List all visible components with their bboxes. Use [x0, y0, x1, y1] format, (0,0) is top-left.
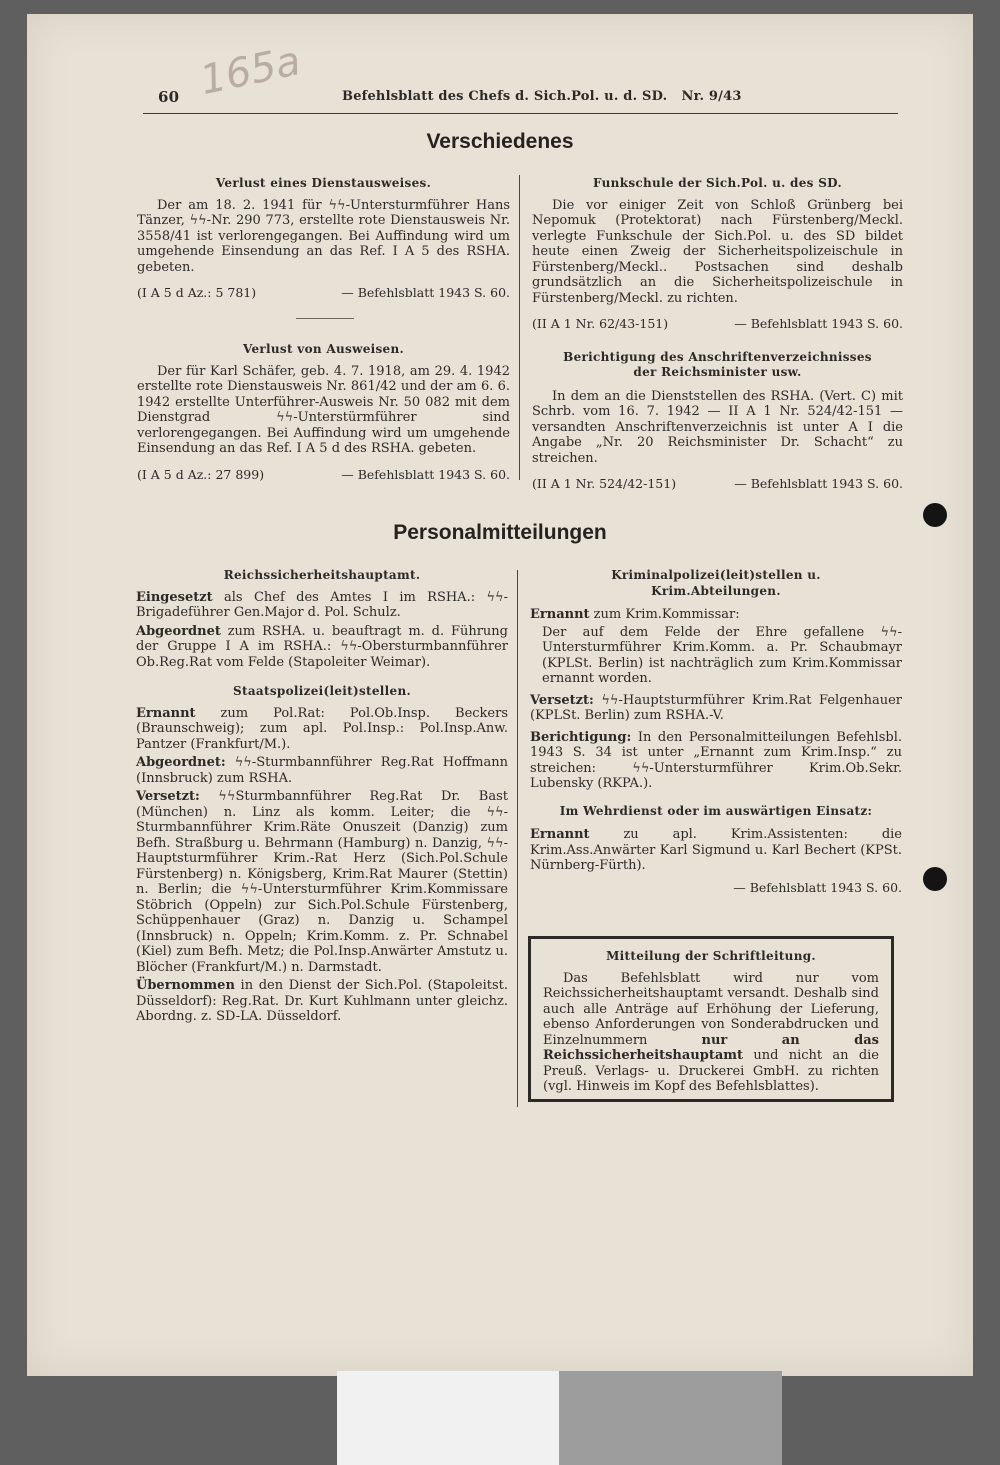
verschiedenes-right-column: [532, 176, 903, 492]
handwritten-page-note: 165a: [196, 38, 305, 104]
subsection-heading: Im Wehrdienst oder im auswärtigen Einsatz:: [559, 803, 873, 818]
entry-ernannt: Der auf dem Felde der Ehre gefallene ϟϟ-Untersturmführer Krim.Komm. a. Pr. Schaubmayr (KPLSt. Berlin) ist nachträglich zum Krim.Kommissar ernannt worden.: [542, 624, 902, 686]
entry-label: Eingesetzt: [136, 589, 213, 605]
agency-heading: Staatspolizei(leit)stellen.: [233, 684, 411, 698]
notice-heading: Funkschule der Sich.Pol. u. des SD.: [593, 176, 842, 190]
verschiedenes-left-column-2: [137, 342, 510, 482]
entry-text: ϟϟ-Hauptsturmführer Krim.Rat Felgenhauer (KPLSt. Berlin) zum RSHA.-V.: [530, 692, 902, 723]
notice-body: Der für Karl Schäfer, geb. 4. 7. 1918, am 29. 4. 1942 erstellte rote Dienstausweis Nr. 861/42 und der am 6. 6. 1942 erstellte Unterführer-Ausweis Nr. 50 082 mit dem Dienstgrad ϟϟ-Unterstürmführer sind verlorengegangen. Bei Auffindung wird um umgehende Einsendung an das Ref. I A 5 d des RSHA. gebeten.: [137, 363, 510, 456]
entry-label: Abgeordnet:: [136, 755, 226, 770]
reference-source: — Befehlsblatt 1943 S. 60.: [734, 316, 903, 331]
entry-label: Abgeordnet: [136, 623, 221, 639]
entry-abgeordnet: [136, 624, 508, 671]
punch-hole: [923, 867, 947, 891]
entry-text: ϟϟ-Sturmbannführer Reg.Rat Hoffmann (Innsbruck) zum RSHA.: [136, 755, 508, 786]
entry-text: zum RSHA. u. beauftragt m. d. Führung der Gruppe I A im RSHA.: ϟϟ-Obersturmbannführer Ob.Reg.Rat vom Felde (Stapoleiter Weimar).: [136, 623, 508, 670]
punch-hole: [923, 503, 947, 527]
entry-abgeordnet-2: [136, 755, 508, 786]
notice-box-title: Mitteilung der Schriftleitung.: [606, 949, 816, 963]
entry-text: zum Pol.Rat: Pol.Ob.Insp. Beckers (Braunschweig); zum apl. Pol.Insp.: Pol.Insp.Anw. Pantzer (Frankfurt/M.).: [136, 705, 508, 752]
notice-heading: Verlust von Ausweisen.: [242, 342, 404, 356]
column-divider: [519, 175, 520, 480]
notice-reference: [137, 285, 510, 301]
entry-versetzt: [136, 789, 508, 975]
entry-label: Ernannt: [530, 607, 590, 622]
verschiedenes-left-column: [137, 176, 510, 301]
notice-box-body: [543, 971, 879, 1095]
entry-label: Ernannt: [136, 705, 196, 721]
entry-ernannt-intro: [530, 607, 902, 623]
notice-body: Der am 18. 2. 1941 für ϟϟ-Untersturmführer Hans Tänzer, ϟϟ-Nr. 290 773, erstellte rote Dienstausweis Nr. 3558/41 ist verlorengegangen. Bei Auffindung wird um umgehende Einsendung an das Ref. I A 5 des RSHA. gebeten.: [137, 197, 510, 275]
reference-source: — Befehlsblatt 1943 S. 60.: [733, 879, 902, 895]
reference-source: — Befehlsblatt 1943 S. 60.: [734, 476, 903, 491]
notice-emphasis: nur an das Reichssicherheitshauptamt: [543, 1032, 879, 1063]
entry-text: In den Personalmitteilungen Befehlsbl. 1943 S. 34 ist unter „Ernannt zum Krim.Insp.“ zu streichen: ϟϟ-Untersturmführer Krim.Ob.Sekr. Lubensky (RKPA.).: [530, 729, 902, 791]
notice-heading: Berichtigung des Anschriftenverzeichnisses der Reichsminister usw.: [563, 349, 872, 379]
entry-label: Ernannt: [530, 827, 590, 842]
section-title-verschiedenes: Verschiedenes: [426, 130, 574, 153]
agency-heading: Kriminalpolizei(leit)stellen u. Krim.Abteilungen.: [611, 568, 821, 598]
entry-label: Berichtigung:: [530, 729, 632, 745]
personal-right-column: [530, 568, 902, 895]
entry-label: Versetzt:: [530, 692, 594, 708]
entry-text: zum Krim.Kommissar:: [589, 607, 740, 622]
reference-number: (I A 5 d Az.: 5 781): [137, 285, 257, 300]
notice-text: und nicht an die Preuß. Verlags- u. Druckerei GmbH. zu richten (vgl. Hinweis im Kopf des Befehlsblattes).: [543, 1048, 879, 1094]
entry-label: Versetzt:: [136, 789, 200, 804]
calibration-white-patch: [337, 1371, 559, 1465]
entry-text: zu apl. Krim.Assistenten: die Krim.Ass.Anwärter Karl Sigmund u. Karl Bechert (KPSt. Nürnberg-Fürth).: [530, 827, 902, 873]
calibration-gray-patch: [559, 1371, 782, 1465]
entry-text: ϟϟSturmbannführer Reg.Rat Dr. Bast (München) n. Linz als komm. Leiter; die ϟϟ-Sturmbannführer Krim.Räte Onuszeit (Danzig) zum Befh. Straßburg u. Behrmann (Hamburg) n. Danzig, ϟϟ-Hauptsturmführer Krim.-Rat Herz (Sich.Pol.Schule Fürstenberg) n. Königsberg, Krim.Rat Maurer (Stettin) n. Berlin; die ϟϟ-Untersturmführer Krim.Kommissare Stöbrich (Oppeln) zur Sich.Pol.Schule Fürstenberg, Schüppenhauer (Graz) n. Danzig u. Schampel (Innsbruck) n. Oppeln; Krim.Komm. z. Pr. Schnabel (Kiel) zum Befh. Metz; die Pol.Insp.Anwärter Amstutz u. Blöcher (Frankfurt/M.) n. Darmstadt.: [136, 789, 508, 975]
section-title-personalmitteilungen: Personalmitteilungen: [393, 521, 607, 544]
entry-ernannt: [136, 706, 508, 753]
entry-text: in den Dienst der Sich.Pol. (Stapoleitst. Düsseldorf): Reg.Rat. Dr. Kurt Kuhlmann unter gleichz. Abordng. z. SD-LA. Düsseldorf.: [136, 978, 508, 1024]
notice-body: Die vor einiger Zeit von Schloß Grünberg bei Nepomuk (Protektorat) nach Fürstenberg/Meckl. verlegte Funkschule der Sich.Pol. u. des SD bildet heute einen Zweig der Sicherheitspolizeischule in Fürstenberg/Meckl.. Postsachen sind deshalb grundsätzlich an die Sicherheitspolizeischule in Fürstenberg/Meckl. zu richten.: [532, 197, 903, 306]
entry-versetzt: [530, 693, 902, 724]
entry-berichtigung: [530, 730, 902, 792]
reference-number: (II A 1 Nr. 62/43-151): [532, 316, 669, 331]
entry-ernannt-2: [530, 827, 902, 874]
entry-label: Übernommen: [136, 978, 235, 993]
notice-reference: [137, 467, 510, 483]
header-rule: [143, 113, 898, 114]
reference-number: (I A 5 d Az.: 27 899): [137, 466, 265, 482]
entry-uebernommen: [136, 978, 508, 1025]
notice-text: Das Befehlsblatt wird nur vom Reichssicherheitshauptamt versandt. Deshalb sind auch alle Anträge auf Erhöhung der Lieferung, ebenso Anforderungen von Sonderabdrucken und Einzelnummern: [543, 970, 879, 1048]
personal-left-column: [136, 568, 508, 1025]
notice-heading: Verlust eines Dienstausweises.: [215, 176, 432, 190]
notice-body: In dem an die Dienststellen des RSHA. (Vert. C) mit Schrb. vom 16. 7. 1942 — II A 1 Nr. 524/42-151 — versandten Anschriftenverzeichnis ist unter A I die Angabe „Nr. 20 Reichsminister Dr. Schacht“ zu streichen.: [532, 388, 903, 466]
notice-reference: [532, 316, 903, 332]
reference-source: — Befehlsblatt 1943 S. 60.: [341, 466, 510, 482]
agency-heading: Reichssicherheitshauptamt.: [223, 568, 421, 582]
separator: [296, 318, 354, 319]
reference-number: (II A 1 Nr. 524/42-151): [532, 476, 677, 491]
column-divider: [517, 570, 518, 1107]
entry-text: als Chef des Amtes I im RSHA.: ϟϟ-Brigadeführer Gen.Major d. Pol. Schulz.: [136, 589, 508, 620]
page-number: 60: [158, 88, 180, 106]
reference-source: — Befehlsblatt 1943 S. 60.: [341, 285, 510, 300]
entry-eingesetzt: [136, 590, 508, 621]
publication-title: Befehlsblatt des Chefs d. Sich.Pol. u. d. SD. Nr. 9/43: [342, 89, 742, 104]
editorial-notice-box: [528, 936, 894, 1102]
notice-reference: [532, 476, 903, 492]
